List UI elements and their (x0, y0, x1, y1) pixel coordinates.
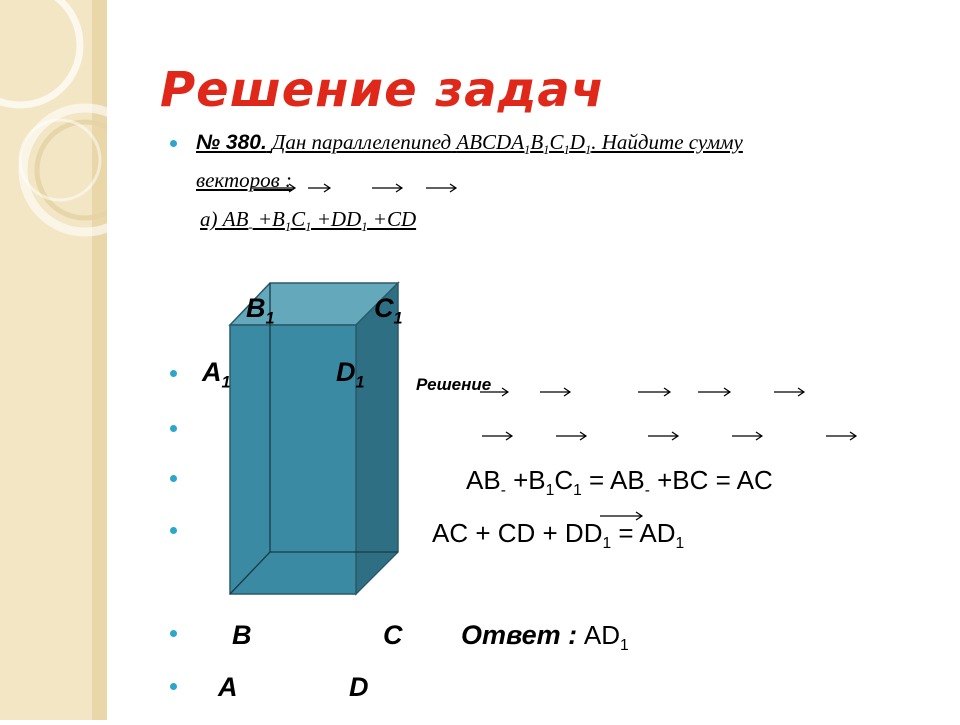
bullet (170, 475, 177, 482)
solution-vector-arrows (478, 378, 868, 448)
solid-name: $ABCDA_1B_1C_1D_1$ (456, 130, 592, 158)
bullet (170, 527, 177, 534)
vertex-label-c1: $C_1$ (374, 293, 403, 328)
vector-sum-item: а) $AB_- +B_1C_1 +DD_1 +CD$ (200, 207, 417, 235)
answer (461, 620, 629, 655)
slide-title: Решение задач (160, 62, 605, 118)
solution-label: Решение (416, 375, 492, 394)
problem-line2: векторов : (196, 168, 293, 192)
vertex-label-b: B (232, 620, 252, 650)
vertex-label-b1: $B_1$ (246, 293, 275, 328)
prism-side-face (356, 283, 398, 594)
problem-number: № 380. (196, 131, 267, 154)
vertex-label-a: A (218, 672, 238, 702)
vertex-label-c: C (383, 620, 403, 650)
bullet (170, 370, 177, 377)
bullet (170, 683, 177, 690)
problem-statement (196, 130, 743, 158)
answer-label: Ответ : (461, 620, 578, 650)
equation-2: AC + CD + $DD_1 = AD_1$ (432, 518, 685, 553)
problem-text: Дан параллелепипед (272, 130, 452, 154)
vertex-label-a1: $A_1$ (202, 357, 231, 392)
item-label: а) (200, 207, 218, 231)
vertex-label-d: D (349, 672, 369, 702)
vertex-label-d1: $D_1$ (336, 357, 365, 392)
answer-value: $AD_1$ (583, 620, 629, 655)
decorative-sidebar (0, 0, 107, 720)
problem-tail: . Найдите сумму (591, 130, 743, 154)
sidebar-ornament (0, 0, 107, 720)
equation-1: $AB_- +B_1C_1 = AB_- +BC$ = AC (466, 465, 773, 500)
bullet (170, 425, 177, 432)
bullet (170, 140, 177, 147)
bullet (170, 630, 177, 637)
vec-ab: AB (222, 207, 249, 231)
vector-arrows-row (250, 180, 470, 200)
